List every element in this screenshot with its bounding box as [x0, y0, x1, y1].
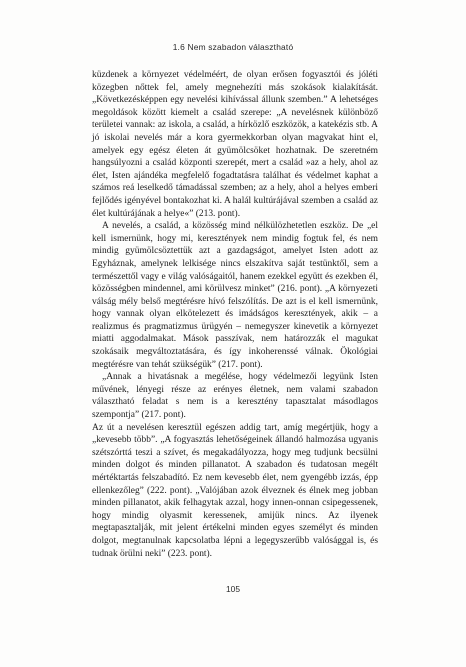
body-text	[92, 69, 378, 560]
paragraph: küzdenek a környezet védelméért, de olyan erősen fogyasztói és jóléti közegben nőttek fel, amely megnehezíti más szokások kialakítását. „Következésképpen egy nevelési kihívással állunk szemben.” A lehetséges megoldások között kiemelt a család szerepe: „A nevelésnek különböző területei vannak: az iskola, a család, a hírközlő eszközök, a katekézis stb. A jó iskolai nevelés már a kora gyermekkorban olyan magvakat hint el, amelyek egy egész életen át gyümölcsöket hozhatnak. De szeretném hangsúlyozni a család központi szerepét, mert a család »az a hely, ahol az élet, Isten ajándéka megfelelő fogadtatásra találhat és védelmet kaphat a számos reá leselkedő támadással szemben; az a hely, ahol a helyes emberi fejlődés igényével bontakozhat ki. A halál kultúrájával szemben a család az élet kultúrájának a helye«” (213. pont).	[92, 70, 378, 219]
page-number: 105	[226, 584, 240, 594]
paragraph: „Annak a hivatásnak a megélése, hogy védelmezői legyünk Isten művének, lényegi része az erényes életnek, nem valami szabadon választható feladat s nem is a keresztény tapasztalat másodlagos szempontja” (217. pont).	[92, 372, 378, 421]
paragraph: A nevelés, a család, a közösség mind nélkülözhetetlen eszköz. De „el kell ismernünk, hogy mi, keresztények nem mindig fogtuk fel, és nem mindig gyümölcsöztettük azt a gazdagságot, amelyet Isten adott az Egyháznak, amelynek lelkisége nincs elszakítva saját testünktől, sem a természettől vagy e világ valóságaitól, hanem ezekkel együtt és ezekben él, közösségben mindennel, ami körülvesz minket” (216. pont). „A környezeti válság mély belső megtérésre hívó felszólítás. De azt is el kell ismernünk, hogy vannak olyan elkötelezett és imádságos keresztények, akik – a realizmus és pragmatizmus ürügyén – nemegyszer kinevetik a környezet miatti aggodalmakat. Mások passzívak, nem határozzák el magukat szokásaik megváltoztatására, és így inkoherenssé válnak. Ökológiai megtérésre van tehát szükségük” (217. pont).	[92, 221, 378, 370]
paragraph: Az út a nevelésen keresztül egészen addig tart, amíg megértjük, hogy a „kevesebb több”. „A fogyasztás lehetőségeinek állandó halmozása ugyanis szétszórttá teszi a szívet, és megakadályozza, hogy meg tudjunk becsülni minden dolgot és minden pillanatot. A szabadon és tudatosan megélt mértéktartás felszabadító. Ez nem kevesebb élet, nem gyengébb izzás, épp ellenkezőleg” (222. pont). „Valójában azok élveznek és élnek meg jobban minden pillanatot, akik felhagytak azzal, hogy innen-onnan csipegessenek, hogy mindig olyasmit keressenek, amijük nincs. Az ilyenek megtapasztalják, mit jelent értékelni minden egyes személyt és minden dolgot, megtanulnak kapcsolatba lépni a legegyszerűbb valósággal is, és tudnak örülni neki” (223. pont).	[92, 422, 378, 559]
running-head: 1.6 Nem szabadon választható	[172, 42, 294, 52]
